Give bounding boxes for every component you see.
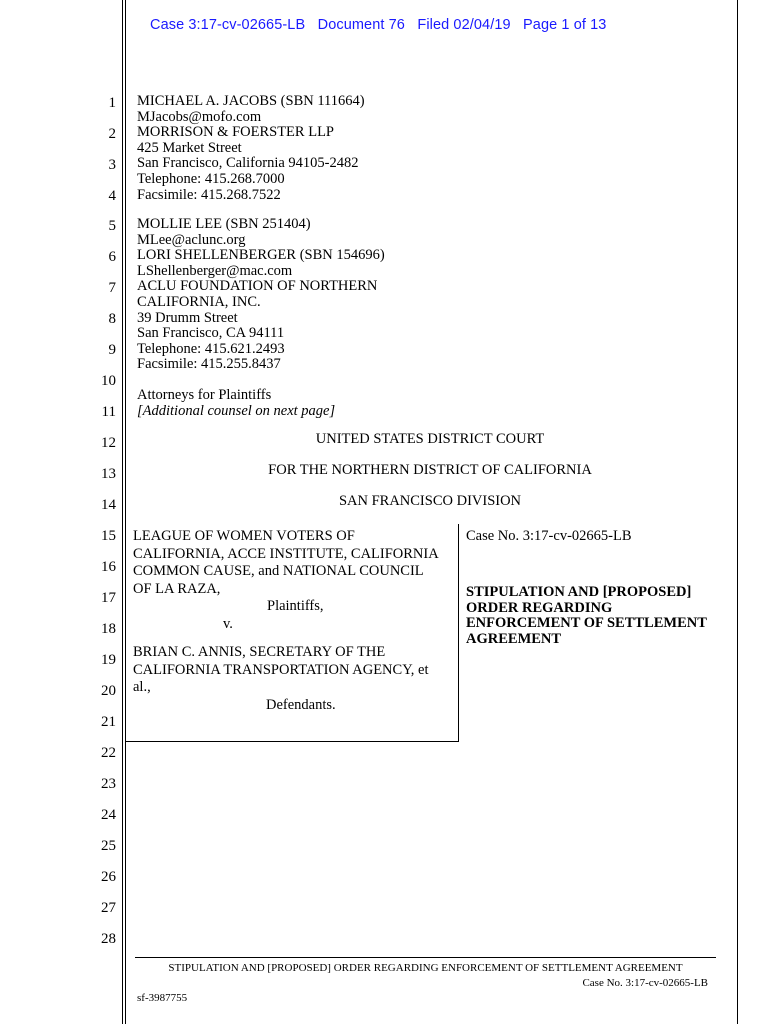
plaintiffs-line: COMMON CAUSE, and NATIONAL COUNCIL — [133, 563, 424, 579]
line-number: 5 — [108, 218, 116, 234]
counsel-line: CALIFORNIA, INC. — [137, 293, 261, 310]
line-number: 10 — [101, 373, 116, 389]
left-margin-rule-2 — [125, 0, 126, 1024]
document-title-line: STIPULATION AND [PROPOSED] — [466, 584, 692, 600]
line-number: 22 — [101, 745, 116, 761]
plaintiffs-label: Plaintiffs, — [267, 598, 324, 614]
line-number: 3 — [108, 157, 116, 173]
line-number: 16 — [101, 559, 116, 575]
counsel-line: MOLLIE LEE (SBN 251404) — [137, 216, 311, 232]
counsel-line: LORI SHELLENBERGER (SBN 154696) — [137, 247, 385, 264]
case-caption-parties — [133, 528, 439, 714]
plaintiffs-line: OF LA RAZA, — [133, 580, 221, 597]
footer-case-number: Case No. 3:17-cv-02665-LB — [582, 977, 708, 989]
counsel-line: San Francisco, CA 94111 — [137, 325, 285, 342]
line-number: 9 — [108, 342, 116, 358]
line-number: 13 — [101, 466, 116, 482]
counsel-line: Facsimile: 415.268.7522 — [137, 186, 281, 203]
ecf-header-stamp: Case 3:17-cv-02665-LB Document 76 Filed 02/04/19 Page 1 of 13 — [150, 17, 607, 33]
line-number: 26 — [101, 869, 116, 885]
document-title-line: ORDER REGARDING — [466, 599, 613, 616]
line-number: 7 — [108, 280, 116, 296]
court-district: FOR THE NORTHERN DISTRICT OF CALIFORNIA — [268, 462, 592, 478]
versus: v. — [223, 615, 233, 632]
counsel-line: Facsimile: 415.255.8437 — [137, 356, 281, 373]
counsel-block-morrison — [137, 94, 365, 203]
document-title-line: ENFORCEMENT OF SETTLEMENT — [466, 615, 707, 632]
counsel-line: Telephone: 415.621.2493 — [137, 340, 285, 357]
line-number: 6 — [108, 249, 116, 265]
counsel-line: MORRISON & FOERSTER LLP — [137, 124, 334, 141]
line-number: 18 — [101, 621, 116, 637]
plaintiffs-line: CALIFORNIA, ACCE INSTITUTE, CALIFORNIA — [133, 545, 439, 562]
attorneys-for: Attorneys for Plaintiffs — [137, 387, 272, 403]
line-number: 20 — [101, 683, 116, 699]
footer-doc-id: sf-3987755 — [137, 992, 188, 1004]
left-margin-rule-1 — [122, 0, 123, 1024]
line-number: 2 — [108, 126, 116, 142]
line-number: 11 — [101, 404, 116, 420]
footer-rule — [135, 957, 716, 958]
case-number: Case No. 3:17-cv-02665-LB — [466, 528, 632, 544]
line-number: 24 — [101, 807, 116, 823]
line-number: 27 — [101, 900, 116, 916]
counsel-line: Telephone: 415.268.7000 — [137, 170, 285, 187]
line-number: 23 — [101, 776, 116, 792]
document-title-line: AGREEMENT — [466, 630, 562, 647]
counsel-line: 39 Drumm Street — [137, 309, 238, 326]
line-number: 8 — [108, 311, 116, 327]
line-number: 19 — [101, 652, 116, 668]
right-margin-rule — [737, 0, 738, 1024]
attorneys-for-block — [137, 388, 335, 419]
line-number: 1 — [108, 95, 116, 111]
counsel-line: 425 Market Street — [137, 139, 242, 156]
counsel-line: MLee@aclunc.org — [137, 231, 246, 248]
line-number: 17 — [101, 590, 116, 606]
defendants-line: CALIFORNIA TRANSPORTATION AGENCY, et — [133, 661, 429, 678]
counsel-line: MJacobs@mofo.com — [137, 108, 262, 125]
line-number: 4 — [108, 188, 116, 204]
counsel-line: LShellenberger@mac.com — [137, 262, 293, 279]
line-number: 12 — [101, 435, 116, 451]
defendants-label: Defendants. — [266, 696, 336, 713]
counsel-block-aclu — [137, 217, 385, 373]
line-number: 14 — [101, 497, 116, 513]
line-number: 21 — [101, 714, 116, 730]
counsel-line: ACLU FOUNDATION OF NORTHERN — [137, 278, 378, 295]
plaintiffs-line: LEAGUE OF WOMEN VOTERS OF — [133, 528, 355, 544]
defendants-line: BRIAN C. ANNIS, SECRETARY OF THE — [133, 644, 386, 660]
court-division: SAN FRANCISCO DIVISION — [338, 493, 522, 509]
line-number: 28 — [101, 931, 116, 947]
court-name: UNITED STATES DISTRICT COURT — [315, 431, 545, 447]
document-title — [466, 585, 707, 647]
line-number: 15 — [101, 528, 116, 544]
line-number: 25 — [101, 838, 116, 854]
footer-title: STIPULATION AND [PROPOSED] ORDER REGARDING ENFORCEMENT OF SETTLEMENT AGREEMENT — [168, 962, 683, 974]
additional-counsel-note: [Additional counsel on next page] — [137, 402, 336, 419]
counsel-line: MICHAEL A. JACOBS (SBN 111664) — [137, 93, 365, 109]
defendants-line: al., — [133, 679, 151, 695]
counsel-line: San Francisco, California 94105-2482 — [137, 155, 359, 172]
